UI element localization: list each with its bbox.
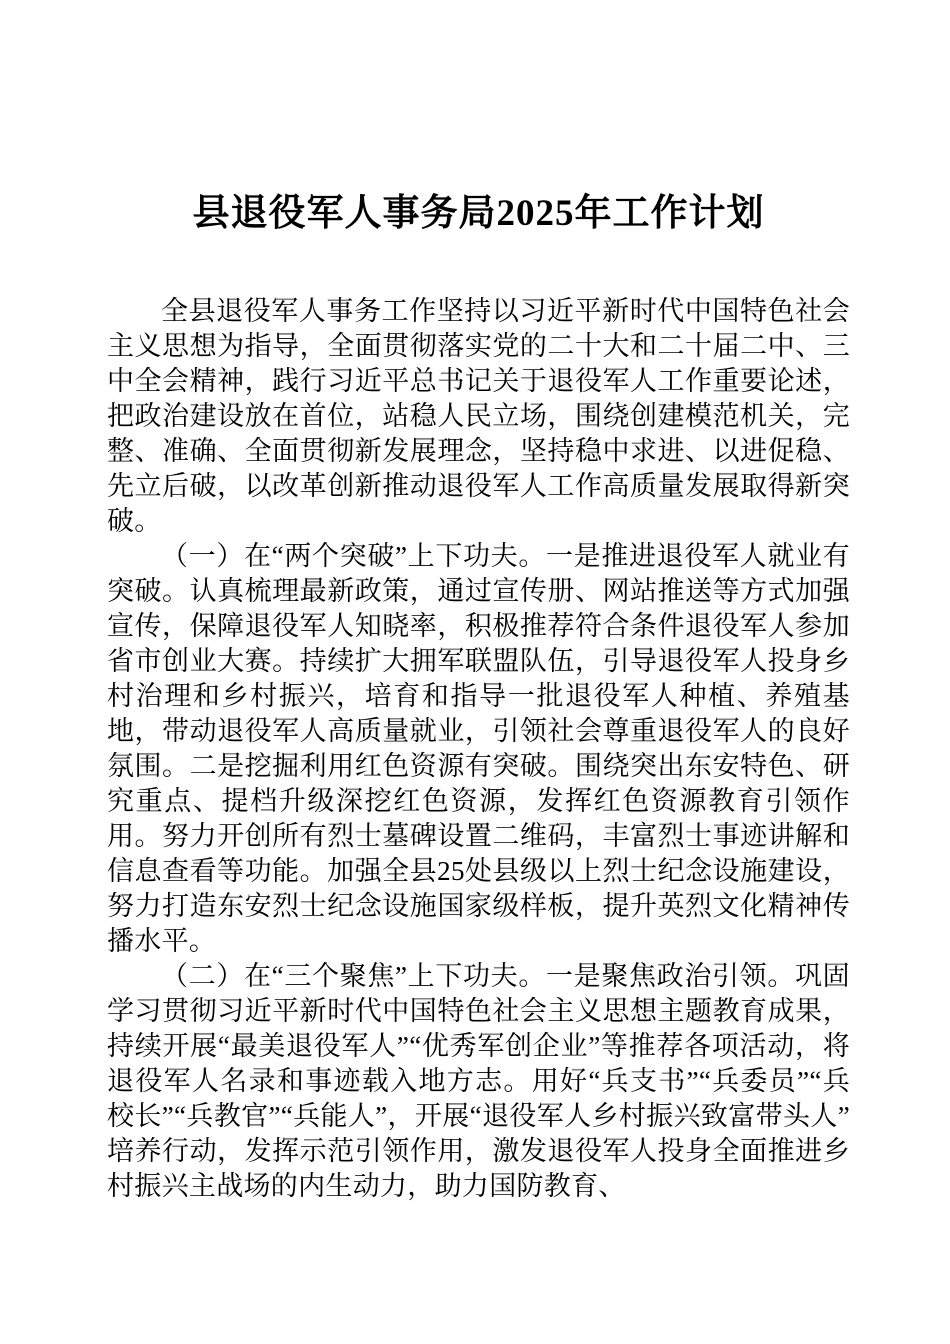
paragraph-intro: 全县退役军人事务工作坚持以习近平新时代中国特色社会主义思想为指导，全面贯彻落实党的二十大和二十届二中、三中全会精神，践行习近平总书记关于退役军人工作重要论述，把政治建设放在首位，站稳人民立场，围绕创建模范机关，完整、准确、全面贯彻新发展理念，坚持稳中求进、以进促稳、先立后破，以改革创新推动退役军人工作高质量发展取得新突破。 [107,296,850,536]
paragraph-section-1: （一）在“两个突破”上下功夫。一是推进退役军人就业有突破。认真梳理最新政策，通过宣传册、网站推送等方式加强宣传，保障退役军人知晓率，积极推荐符合条件退役军人参加省市创业大赛。持续扩大拥军联盟队伍，引导退役军人投身乡村治理和乡村振兴，培育和指导一批退役军人种植、养殖基地，带动退役军人高质量就业，引领社会尊重退役军人的良好氛围。二是挖掘利用红色资源有突破。围绕突出东安特色、研究重点、提档升级深挖红色资源，发挥红色资源教育引领作用。努力开创所有烈士墓碑设置二维码，丰富烈士事迹讲解和信息查看等功能。加强全县25处县级以上烈士纪念设施建设，努力打造东安烈士纪念设施国家级样板，提升英烈文化精神传播水平。 [107,541,850,956]
document-content [107,0,850,1204]
paragraph-section-2: （二）在“三个聚焦”上下功夫。一是聚焦政治引领。巩固学习贯彻习近平新时代中国特色社会主义思想主题教育成果，持续开展“最美退役军人”“优秀军创企业”等推荐各项活动，将退役军人名录和事迹载入地方志。用好“兵支书”“兵委员”“兵校长”“兵教官”“兵能人”，开展“退役军人乡村振兴致富带头人”培养行动，发挥示范引领作用，激发退役军人投身全面推进乡村振兴主战场的内生动力，助力国防教育、 [107,961,850,1201]
document-title: 县退役军人事务局2025年工作计划 [192,193,765,234]
